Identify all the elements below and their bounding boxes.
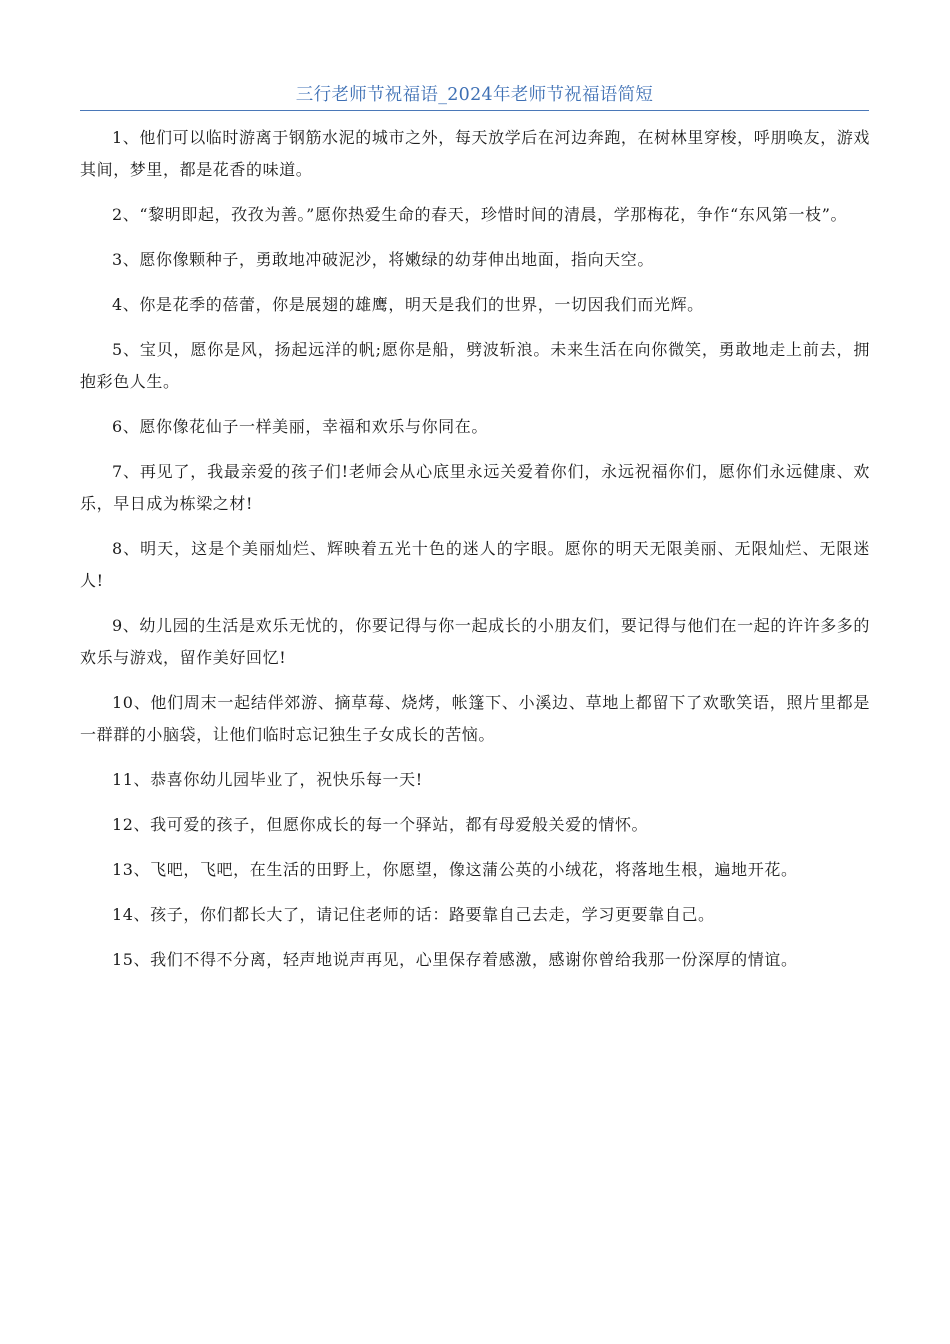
paragraph-11: 11、恭喜你幼儿园毕业了，祝快乐每一天! — [112, 770, 423, 789]
document-body — [80, 122, 870, 989]
paragraph-1: 1、他们可以临时游离于钢筋水泥的城市之外，每天放学后在河边奔跑，在树林里穿梭，呼朋唤友，游戏其间，梦里，都是花香的味道。 — [80, 128, 870, 179]
paragraph-6: 6、愿你像花仙子一样美丽，幸福和欢乐与你同在。 — [112, 417, 488, 436]
paragraph-13: 13、飞吧，飞吧，在生活的田野上，你愿望，像这蒲公英的小绒花，将落地生根，遍地开花。 — [112, 860, 798, 879]
paragraph-12: 12、我可爱的孩子，但愿你成长的每一个驿站，都有母爱般关爱的情怀。 — [112, 815, 649, 834]
page-title: 三行老师节祝福语_2024年老师节祝福语简短 — [295, 85, 654, 105]
paragraph-3: 3、愿你像颗种子，勇敢地冲破泥沙，将嫩绿的幼芽伸出地面，指向天空。 — [112, 250, 654, 269]
paragraph-10: 10、他们周末一起结伴郊游、摘草莓、烧烤，帐篷下、小溪边、草地上都留下了欢歌笑语，照片里都是一群群的小脑袋，让他们临时忘记独生子女成长的苦恼。 — [80, 693, 870, 744]
paragraph-7: 7、再见了，我最亲爱的孩子们!老师会从心底里永远关爱着你们，永远祝福你们，愿你们永远健康、欢乐，早日成为栋梁之材! — [80, 462, 870, 513]
paragraph-2: 2、“黎明即起，孜孜为善。”愿你热爱生命的春天，珍惜时间的清晨，学那梅花，争作“东风第一枝”。 — [112, 205, 848, 224]
paragraph-14: 14、孩子，你们都长大了，请记住老师的话：路要靠自己去走，学习更要靠自己。 — [112, 905, 715, 924]
paragraph-4: 4、你是花季的蓓蕾，你是展翅的雄鹰，明天是我们的世界，一切因我们而光辉。 — [112, 295, 704, 314]
paragraph-5: 5、宝贝，愿你是风，扬起远洋的帆;愿你是船，劈波斩浪。未来生活在向你微笑，勇敢地走上前去，拥抱彩色人生。 — [80, 340, 870, 391]
paragraph-8: 8、明天，这是个美丽灿烂、辉映着五光十色的迷人的字眼。愿你的明天无限美丽、无限灿烂、无限迷人! — [80, 539, 870, 590]
paragraph-15: 15、我们不得不分离，轻声地说声再见，心里保存着感激，感谢你曾给我那一份深厚的情谊。 — [112, 950, 798, 969]
page-header — [80, 82, 869, 111]
paragraph-9: 9、幼儿园的生活是欢乐无忧的，你要记得与你一起成长的小朋友们，要记得与他们在一起的许许多多的欢乐与游戏，留作美好回忆! — [80, 616, 870, 667]
